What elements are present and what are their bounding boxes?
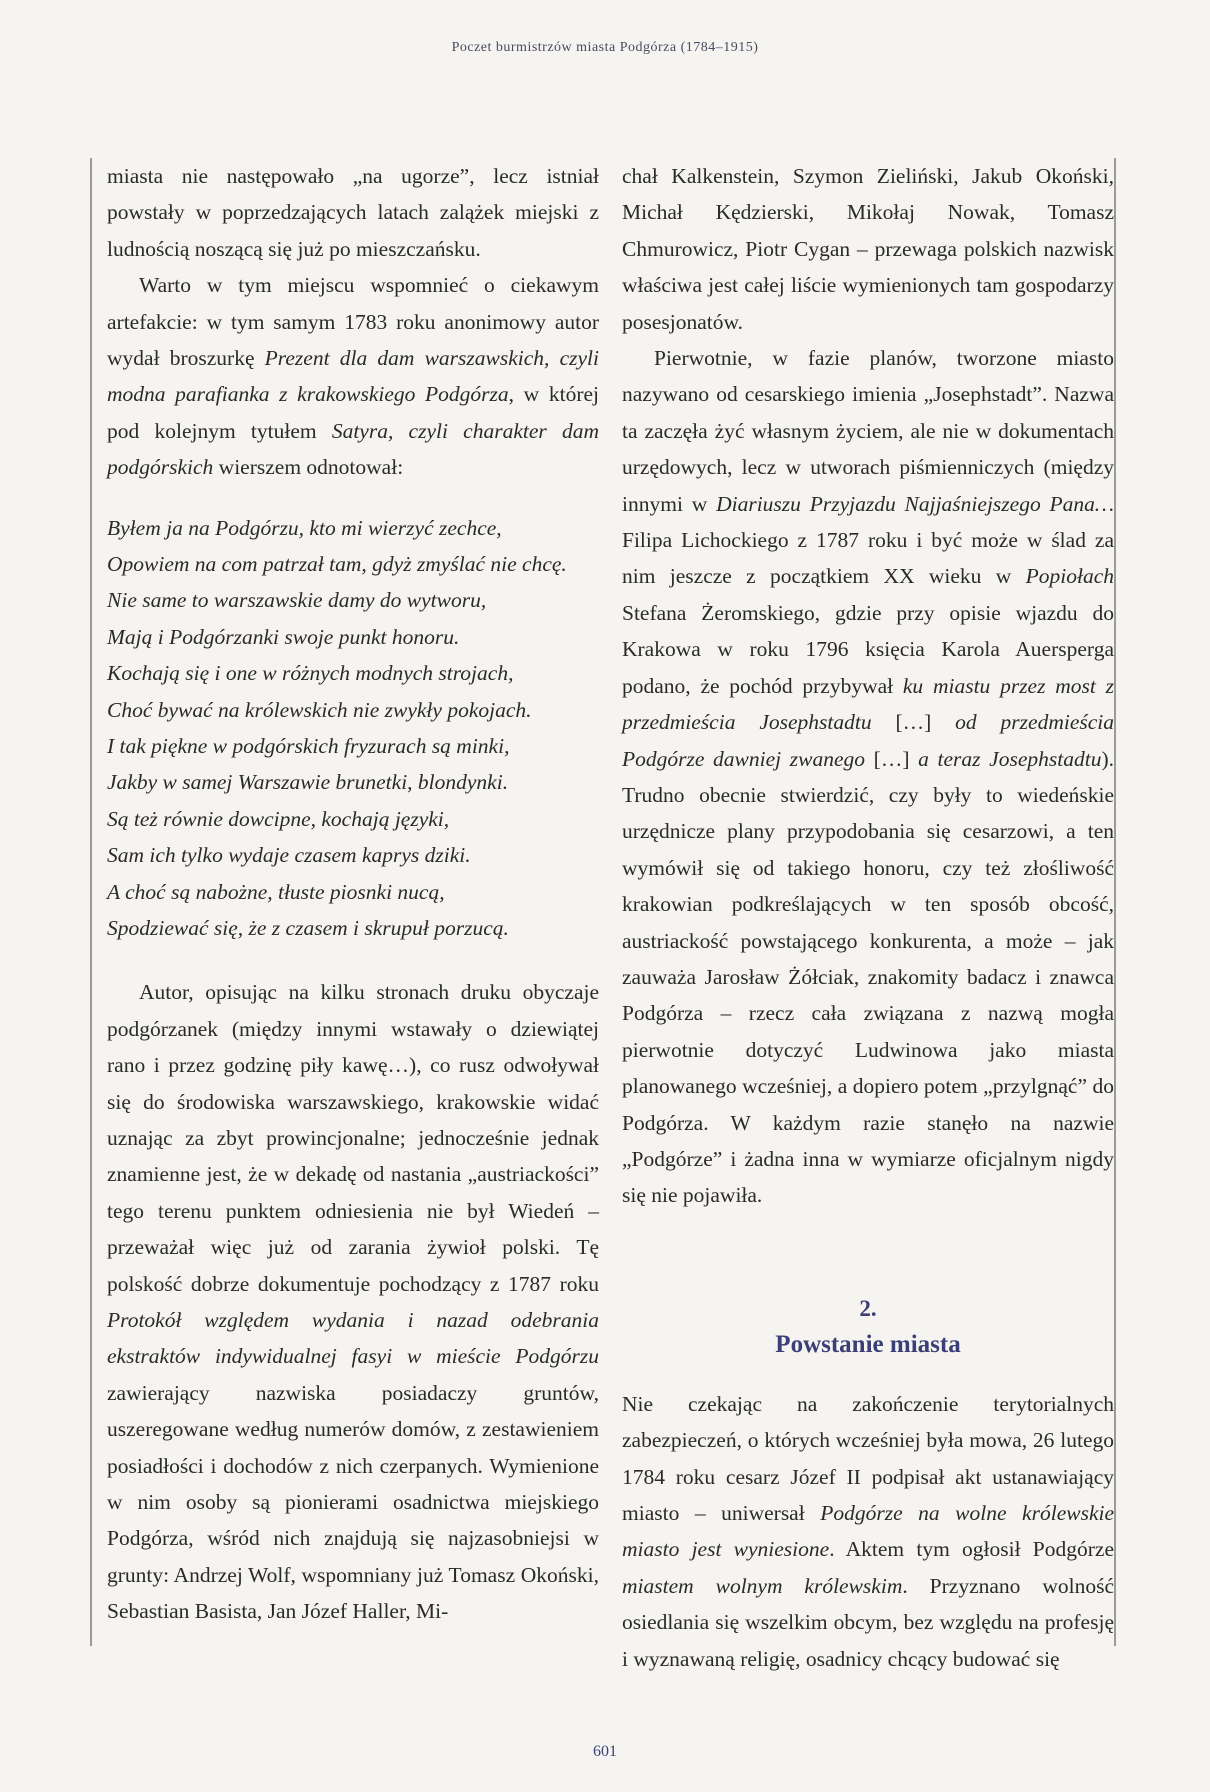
paragraph: Nie czekając na zakończenie terytorialnych zabezpieczeń, o których wcześniej była mowa, 26 lutego 1784 roku cesarz Józef II podpisał akt ustanawiający miasto – uniwersał Podgórze na wolne królewskie miasto jest wyniesione. Aktem tym ogłosił Podgórze miastem wolnym królewskim. Przyznano wolność osiedlania się wszelkim obcym, bez względu na profesję i wyznawaną religię, osadnicy chcący budować się xyxy=(622,1391,1114,1671)
book-title: Prezent dla dam warszawskich, czyli modna parafianka z krakowskiego Podgórza xyxy=(107,346,599,407)
poem-line: Mają i Podgórzanki swoje punkt honoru. xyxy=(107,624,460,649)
right-margin-rule xyxy=(1114,158,1116,1646)
poem-line: Byłem ja na Podgórzu, kto mi wierzyć zechce, xyxy=(107,515,502,540)
running-head: Poczet burmistrzów miasta Podgórza (1784–1915) xyxy=(451,40,759,55)
poem-line: I tak piękne w podgórskich fryzurach są minki, xyxy=(107,734,510,758)
poem-line: Spodziewać się, że z czasem i skrupuł porzucą. xyxy=(107,915,509,940)
quotation: od przedmieścia Podgórze dawniej zwanego xyxy=(622,710,1114,771)
poem-line: Opowiem na com patrzał tam, gdyż zmyślać nie chcę. xyxy=(107,552,567,577)
quotation: a teraz Josephstadtu xyxy=(918,746,1102,771)
document-title: Protokół względem wydania i nazad odebrania ekstraktów indywidualnej fasyi w mieście Podgórzu xyxy=(107,1308,599,1369)
right-column xyxy=(622,158,1114,1677)
poem-line: Jakby w samej Warszawie brunetki, blondynki. xyxy=(107,770,509,795)
book-title: Satyra, czyli charakter dam podgórskich xyxy=(107,418,599,480)
section-title: Powstanie miasta xyxy=(775,1330,961,1358)
left-column xyxy=(107,158,599,1630)
paragraph: Autor, opisując na kilku stronach druku obyczaje podgórzanek (między innymi wstawały o dziewiątej rano i przez godzinę piły kawę…), co rusz odwoływał się do środowiska warszawskiego, krakowskie widać uznając za zbyt prowincjonalne; jednocześnie jednak znamienne jest, że w dekadę od nastania „austriackości” tego terenu punktem odniesienia nie był Wiedeń – przeważał więc już od zarania żywioł polski. Tę polskość dobrze dokumentuje pochodzący z 1787 roku Protokół względem wydania i nazad odebrania ekstraktów indywidualnej fasyi w mieście Podgórzu zawierający nazwiska posiadaczy gruntów, uszeregowane według numerów domów, z zestawieniem posiadłości i dochodów z nich czerpanych. Wymienione w nim osoby są pionierami osadnictwa miejskiego Podgórza, wśród nich znajdują się najzasobniejsi w grunty: Andrzej Wolf, wspomniany już Tomasz Okoński, Sebastian Basista, Jan Józef Haller, Mi- xyxy=(107,980,599,1624)
paragraph: chał Kalkenstein, Szymon Zieliński, Jakub Okoński, Michał Kędzierski, Mikołaj Nowak, Tomasz Chmurowicz, Piotr Cygan – przewaga polskich nazwisk właściwa jest całej liście wymienionych tam gospodarzy posesjonatów. xyxy=(622,164,1114,334)
page-number: 601 xyxy=(593,1743,617,1760)
left-margin-rule xyxy=(90,158,92,1646)
poem xyxy=(107,510,599,947)
poem-line: Kochają się i one w różnych modnych strojach, xyxy=(107,661,514,686)
quotation: miastem wolnym królewskim xyxy=(622,1573,903,1598)
poem-line: Choć bywać na królewskich nie zwykły pokojach. xyxy=(107,697,532,722)
poem-line: Nie same to warszawskie damy do wytworu, xyxy=(107,588,487,613)
document-title: Podgórze na wolne królewskie miasto jest wyniesione xyxy=(622,1501,1114,1562)
paragraph: Warto w tym miejscu wspomnieć o ciekawym artefakcie: w tym samym 1783 roku anonimowy autor wydał broszurkę Prezent dla dam warszawskich, czyli modna parafianka z krakowskiego Podgórza, w której pod kolejnym tytułem Satyra, czyli charakter dam podgórskich wierszem odnotował: xyxy=(107,273,599,480)
book-title: Popiołach xyxy=(1025,564,1114,589)
quotation: ku miastu przez most z przedmieścia Josephstadtu xyxy=(622,673,1114,735)
poem-line: Sam ich tylko wydaje czasem kaprys dziki. xyxy=(107,843,471,868)
book-title: Diariuszu Przyjazdu Najjaśniejszego Pana… xyxy=(716,491,1115,516)
paragraph: miasta nie następowało „na ugorze”, lecz istniał powstały w poprzedzających latach zalążek miejski z ludnością noszącą się już po mieszczańsku. xyxy=(107,164,599,261)
poem-line: Są też równie dowcipne, kochają języki, xyxy=(107,806,450,831)
poem-line: A choć są nabożne, tłuste piosnki nucą, xyxy=(107,879,445,904)
section-number: 2. xyxy=(859,1295,877,1321)
paragraph: Pierwotnie, w fazie planów, tworzone miasto nazywano od cesarskiego imienia „Josephstadt”. Nazwa ta zaczęła żyć własnym życiem, ale nie w dokumentach urzędowych, lecz w utworach piśmienniczych (między innymi w Diariuszu Przyjazdu Najjaśniejszego Pana… Filipa Lichockiego z 1787 roku i być może w ślad za nim jeszcze z początkiem XX wieku w Popiołach Stefana Żeromskiego, gdzie przy opisie wjazdu do Krakowa w roku 1796 księcia Karola Auersperga podano, że pochód przybywał ku miastu przez most z przedmieścia Josephstadtu […] od przedmieścia Podgórze dawniej zwanego […] a teraz Josephstadtu). Trudno obecnie stwierdzić, czy były to wiedeńskie urzędnicze plany przypodobania się cesarzowi, a ten wymówił się od takiego honoru, czy też złośliwość krakowian podkreślających w ten sposób obcość, austriackość powstającego konkurenta, a może – jak zauważa Jarosław Żółciak, znakomity badacz i znawca Podgórza – rzecz cała związana z nazwą mogła pierwotnie dotyczyć Ludwinowa jako miasta planowanego wcześniej, a dopiero potem „przylgnąć” do Podgórza. W każdym razie stanęło na nazwie „Podgórze” i żadna inna w wymiarze oficjalnym nigdy się nie pojawiła. xyxy=(622,346,1115,1208)
